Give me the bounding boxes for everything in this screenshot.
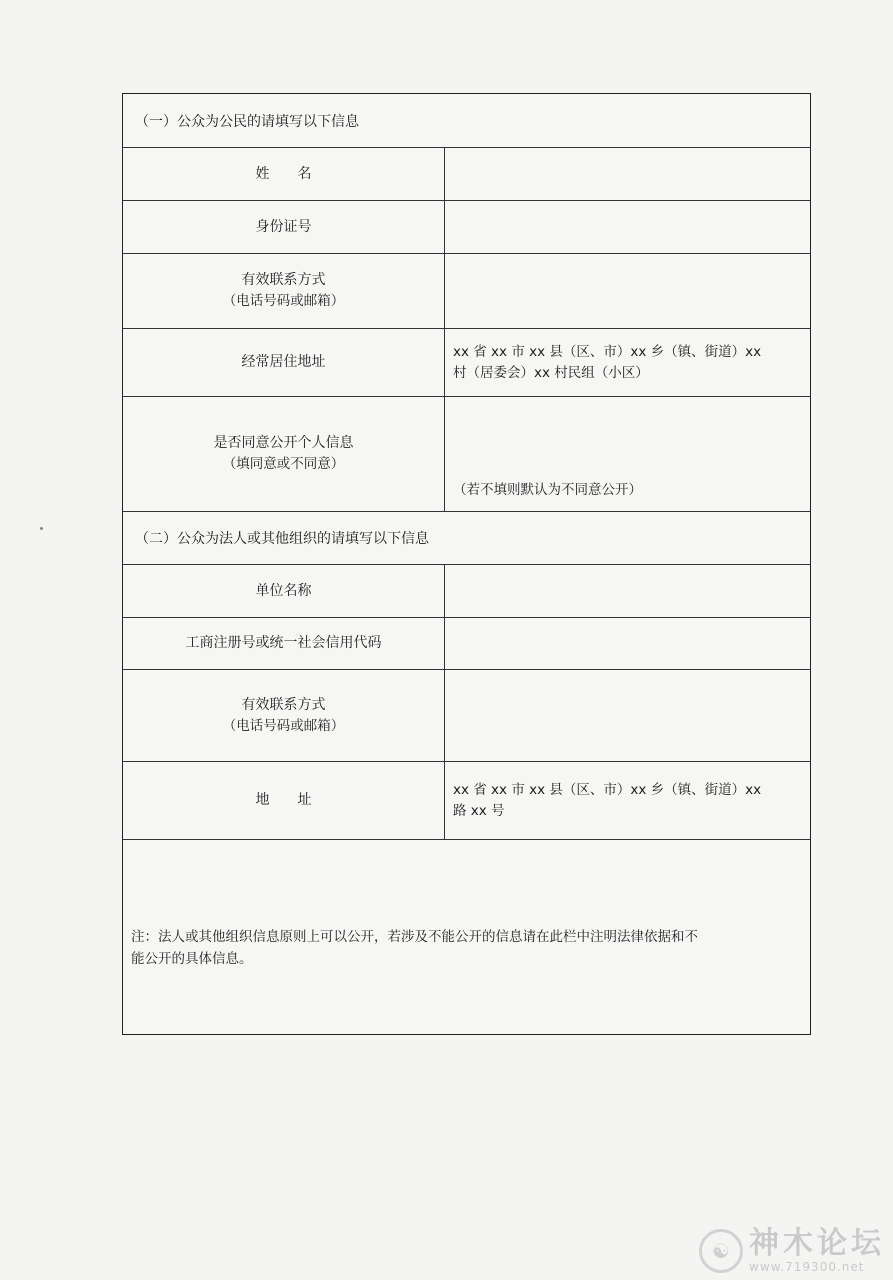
section1-header bbox=[123, 94, 810, 147]
watermark-title: 神木论坛 bbox=[749, 1226, 885, 1261]
name-label: 姓 名 bbox=[255, 165, 312, 182]
contact-sublabel: （电话号码或邮箱） bbox=[222, 293, 345, 309]
org-name-row bbox=[123, 564, 810, 617]
org-name-field[interactable] bbox=[445, 565, 810, 617]
scan-speck bbox=[40, 527, 43, 530]
credit-code-label-cell bbox=[123, 618, 445, 669]
id-number-label-cell bbox=[123, 201, 445, 253]
org-contact-label-cell bbox=[123, 670, 445, 761]
section1-title: （一）公众为公民的请填写以下信息 bbox=[135, 113, 359, 130]
consent-label: 是否同意公开个人信息 bbox=[213, 435, 354, 451]
contact-label-cell bbox=[123, 254, 445, 328]
org-name-label: 单位名称 bbox=[255, 582, 312, 599]
contact-label: 有效联系方式 bbox=[241, 272, 326, 288]
id-number-field[interactable] bbox=[445, 201, 810, 253]
org-address-label: 地 址 bbox=[255, 792, 312, 808]
note-line2: 能公开的具体信息。 bbox=[131, 951, 253, 967]
credit-code-row bbox=[123, 617, 810, 669]
residence-field[interactable] bbox=[445, 329, 810, 396]
consent-default-note: （若不填则默认为不同意公开） bbox=[453, 482, 642, 498]
note-box[interactable] bbox=[123, 839, 810, 1034]
residence-template-line2: 村（居委会）xx 村民组（小区） bbox=[453, 364, 649, 381]
residence-row bbox=[123, 328, 810, 396]
contact-row bbox=[123, 253, 810, 328]
org-contact-row bbox=[123, 669, 810, 761]
name-row bbox=[123, 147, 810, 200]
credit-code-field[interactable] bbox=[445, 618, 810, 669]
consent-row bbox=[123, 396, 810, 511]
forum-logo-icon: ☯ bbox=[699, 1229, 743, 1273]
watermark-text bbox=[749, 1228, 885, 1274]
org-address-label-cell bbox=[123, 762, 445, 839]
note-line1: 注：法人或其他组织信息原则上可以公开，若涉及不能公开的信息请在此栏中注明法律依据和不 bbox=[131, 929, 698, 945]
contact-field[interactable] bbox=[445, 254, 810, 328]
watermark bbox=[699, 1228, 885, 1274]
residence-label: 经常居住地址 bbox=[241, 354, 326, 370]
org-address-row bbox=[123, 761, 810, 839]
consent-field[interactable] bbox=[445, 397, 810, 511]
id-number-row bbox=[123, 200, 810, 253]
org-address-template-line2: 路 xx 号 bbox=[453, 802, 505, 819]
section2-title: （二）公众为法人或其他组织的请填写以下信息 bbox=[135, 531, 429, 547]
section2-header bbox=[123, 511, 810, 564]
consent-label-cell bbox=[123, 397, 445, 511]
org-contact-sublabel: （电话号码或邮箱） bbox=[222, 717, 345, 734]
watermark-url: www.719300.net bbox=[749, 1260, 865, 1274]
residence-label-cell bbox=[123, 329, 445, 396]
id-number-label: 身份证号 bbox=[255, 218, 312, 235]
residence-template-line1: xx 省 xx 市 xx 县（区、市）xx 乡（镇、街道）xx bbox=[453, 343, 762, 360]
info-form bbox=[122, 93, 811, 1035]
name-field[interactable] bbox=[445, 148, 810, 200]
org-contact-field[interactable] bbox=[445, 670, 810, 761]
org-contact-label: 有效联系方式 bbox=[241, 696, 326, 713]
org-address-template-line1: xx 省 xx 市 xx 县（区、市）xx 乡（镇、街道）xx bbox=[453, 781, 762, 798]
consent-sublabel: （填同意或不同意） bbox=[222, 456, 345, 472]
name-label-cell bbox=[123, 148, 445, 200]
credit-code-label: 工商注册号或统一社会信用代码 bbox=[185, 635, 382, 651]
org-address-field[interactable] bbox=[445, 762, 810, 839]
org-name-label-cell bbox=[123, 565, 445, 617]
